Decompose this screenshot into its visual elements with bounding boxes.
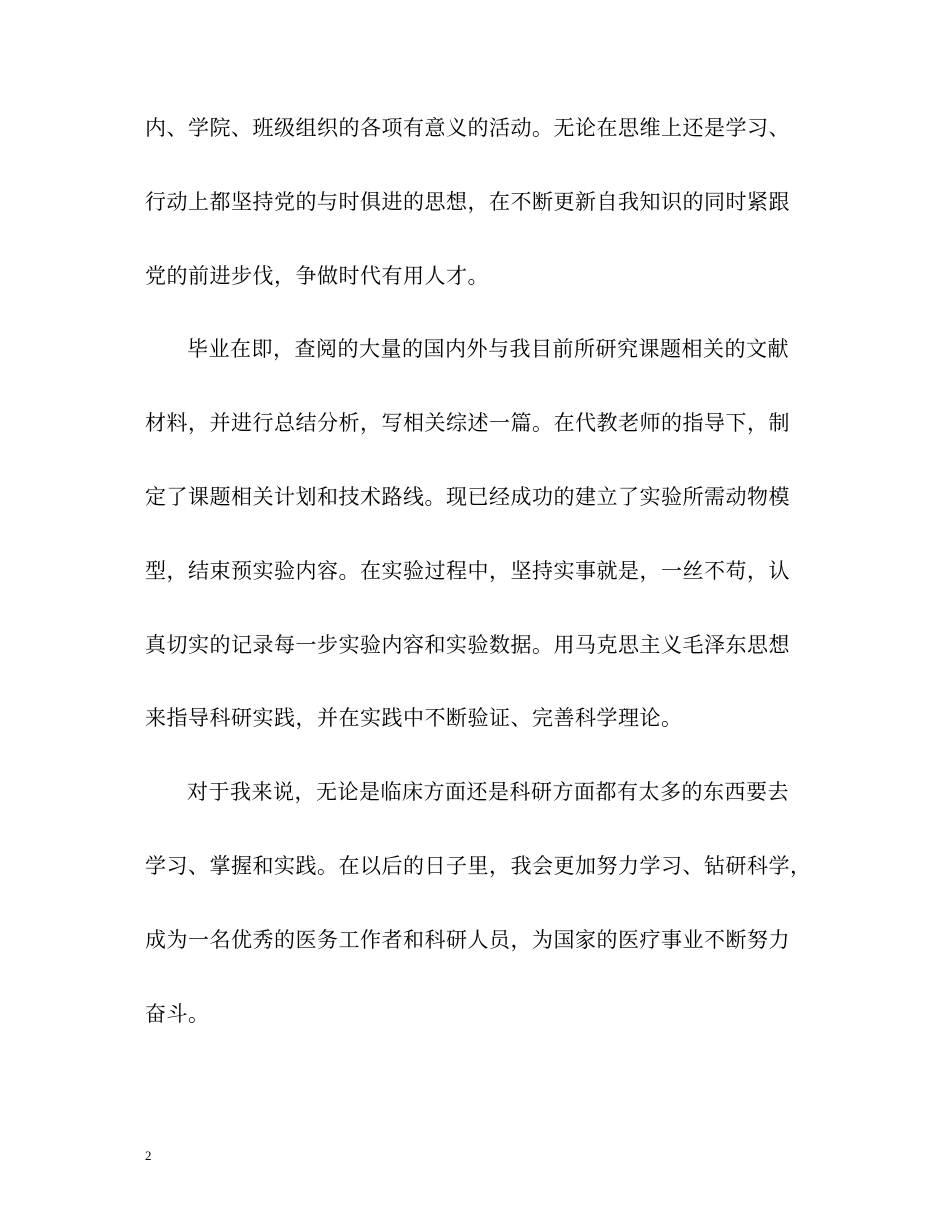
text-line: 党的前进步伐，争做时代有用人才。 [145, 263, 489, 288]
text-line: 成为一名优秀的医务工作者和科研人员，为国家的医疗事业不断努力 [145, 927, 790, 952]
text-line: 型，结束预实验内容。在实验过程中，坚持实事就是，一丝不苟，认 [145, 558, 790, 583]
text-line: 学习、掌握和实践。在以后的日子里，我会更加努力学习、钻研科学， [145, 853, 812, 878]
document-body [145, 116, 812, 1077]
text-line: 真切实的记录每一步实验内容和实验数据。用马克思主义毛泽东思想 [145, 632, 790, 657]
text-line: 内、学院、班级组织的各项有意义的活动。无论在思维上还是学习、 [145, 116, 790, 140]
page-number: 2 [145, 1148, 152, 1163]
paragraph-start-line: 对于我来说，无论是临床方面还是科研方面都有太多的东西要去 [187, 780, 789, 805]
paragraph-start-line: 毕业在即，查阅的大量的国内外与我目前所研究课题相关的文献 [187, 337, 789, 362]
text-line: 定了课题相关计划和技术路线。现已经成功的建立了实验所需动物模 [145, 484, 790, 509]
text-line: 奋斗。 [145, 1001, 210, 1026]
text-line: 行动上都坚持党的与时俱进的思想，在不断更新自我知识的同时紧跟 [145, 189, 790, 214]
text-line: 材料，并进行总结分析，写相关综述一篇。在代教老师的指导下，制 [145, 411, 790, 436]
text-line: 来指导科研实践，并在实践中不断验证、完善科学理论。 [145, 706, 683, 731]
